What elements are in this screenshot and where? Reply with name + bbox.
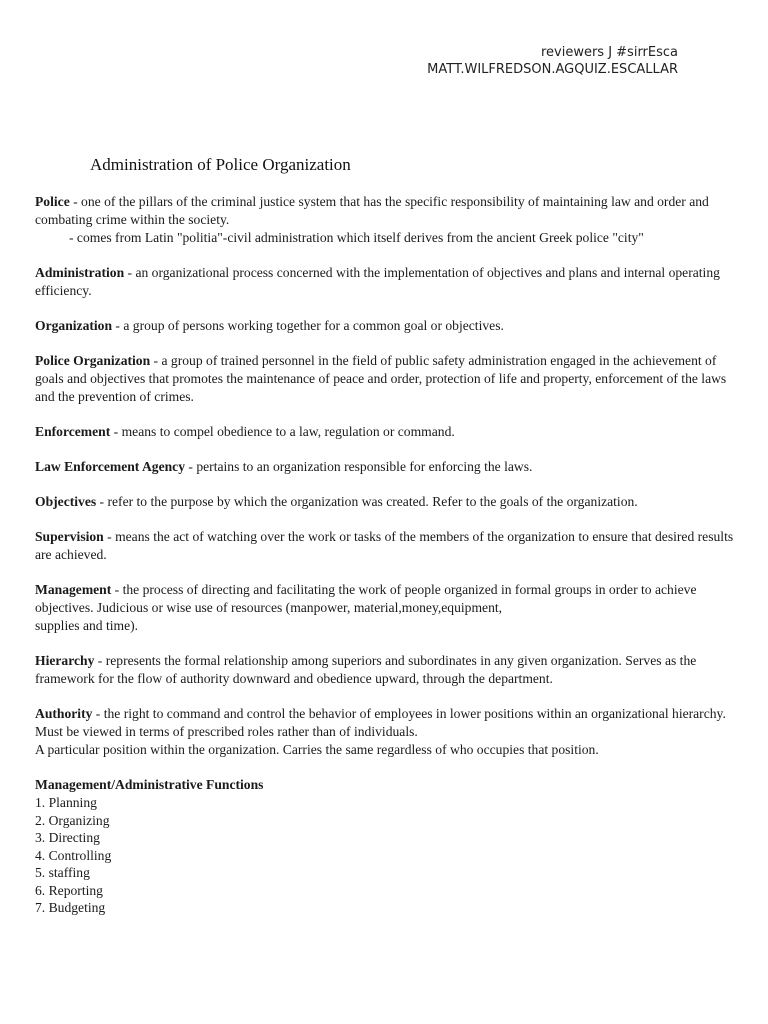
page-title: Administration of Police Organization [90, 155, 351, 174]
entry-organization [35, 317, 735, 335]
entry-management [35, 581, 735, 635]
definition-text: - an organizational process concerned with the implementation of objectives and plans and internal operating efficiency. [35, 265, 720, 298]
functions-heading: Management/Administrative Functions [35, 777, 264, 792]
entry-police [35, 193, 735, 247]
definition-paragraph [35, 264, 735, 300]
term-label: Hierarchy [35, 653, 95, 668]
entry-authority [35, 705, 735, 759]
list-item: 6. Reporting [35, 882, 103, 898]
definition-paragraph [35, 458, 735, 476]
definition-text: - a group of persons working together for a common goal or objectives. [112, 318, 504, 333]
term-label: Authority [35, 706, 93, 721]
definition-continuation: A particular position within the organization. Carries the same regardless of who occupies that position. [35, 742, 599, 757]
entry-objectives [35, 493, 735, 511]
definition-note: - comes from Latin "politia"-civil administration which itself derives from the ancient Greek police "city" [69, 230, 644, 245]
definition-paragraph [35, 581, 735, 617]
term-label: Supervision [35, 529, 104, 544]
definition-paragraph [35, 423, 735, 441]
functions-list [35, 794, 735, 917]
term-label: Police Organization [35, 353, 151, 368]
definition-paragraph [35, 493, 735, 511]
definition-text: - one of the pillars of the criminal justice system that has the specific responsibility of maintaining law and order and combating crime within the society. [35, 194, 709, 227]
definition-text: - the right to command and control the behavior of employees in lower positions within an organizational hierarchy. Must be viewed in terms of prescribed roles rather than of individuals. [35, 706, 726, 739]
term-label: Organization [35, 318, 113, 333]
definition-text: - pertains to an organization responsible for enforcing the laws. [185, 459, 533, 474]
definition-text: - a group of trained personnel in the field of public safety administration engaged in the achievement of goals and objectives that promotes the maintenance of peace and order, protection of life and property, enforcement of the laws and the prevention of crimes. [35, 353, 727, 404]
definition-continuation: supplies and time). [35, 618, 139, 633]
entry-police-organization [35, 352, 735, 406]
term-label: Administration [35, 265, 125, 280]
term-label: Management [35, 582, 112, 597]
list-item: 3. Directing [35, 830, 100, 845]
term-label: Law Enforcement Agency [35, 459, 186, 474]
list-item: 2. Organizing [35, 812, 110, 828]
definition-text: - the process of directing and facilitating the work of people organized in formal groups in order to achieve objectives. Judicious or wise use of resources (manpower, material,money,equipment, [35, 582, 697, 615]
definition-paragraph [35, 652, 735, 688]
definition-text: - represents the formal relationship among superiors and subordinates in any given organization. Serves as the framework for the flow of authority downward and obedience upward, through the department. [35, 653, 697, 686]
document-header [427, 44, 678, 78]
list-item: 4. Controlling [35, 847, 112, 863]
definition-paragraph [35, 317, 735, 335]
definition-paragraph [35, 193, 735, 229]
entry-hierarchy [35, 652, 735, 688]
definition-text: - means to compel obedience to a law, regulation or command. [110, 424, 455, 439]
term-label: Police [35, 194, 70, 209]
definition-paragraph [35, 705, 735, 741]
entry-administration [35, 264, 735, 300]
definition-paragraph [35, 528, 735, 564]
definition-text: - means the act of watching over the work or tasks of the members of the organization to ensure that desired results are achieved. [35, 529, 734, 562]
definition-paragraph [35, 352, 735, 406]
document-body [35, 193, 735, 934]
entry-supervision [35, 528, 735, 564]
entry-law-enforcement-agency [35, 458, 735, 476]
functions-section [35, 776, 735, 917]
header-author-line: MATT.WILFREDSON.AGQUIZ.ESCALLAR [427, 62, 678, 77]
entry-enforcement [35, 423, 735, 441]
list-item: 7. Budgeting [35, 900, 106, 915]
term-label: Enforcement [35, 424, 111, 439]
list-item: 5. staffing [35, 865, 90, 880]
term-label: Objectives [35, 494, 97, 509]
definition-text: - refer to the purpose by which the organization was created. Refer to the goals of the organization. [96, 494, 638, 509]
header-reviewers-line: reviewers J #sirrEsca [540, 45, 678, 60]
list-item: 1. Planning [35, 795, 97, 810]
